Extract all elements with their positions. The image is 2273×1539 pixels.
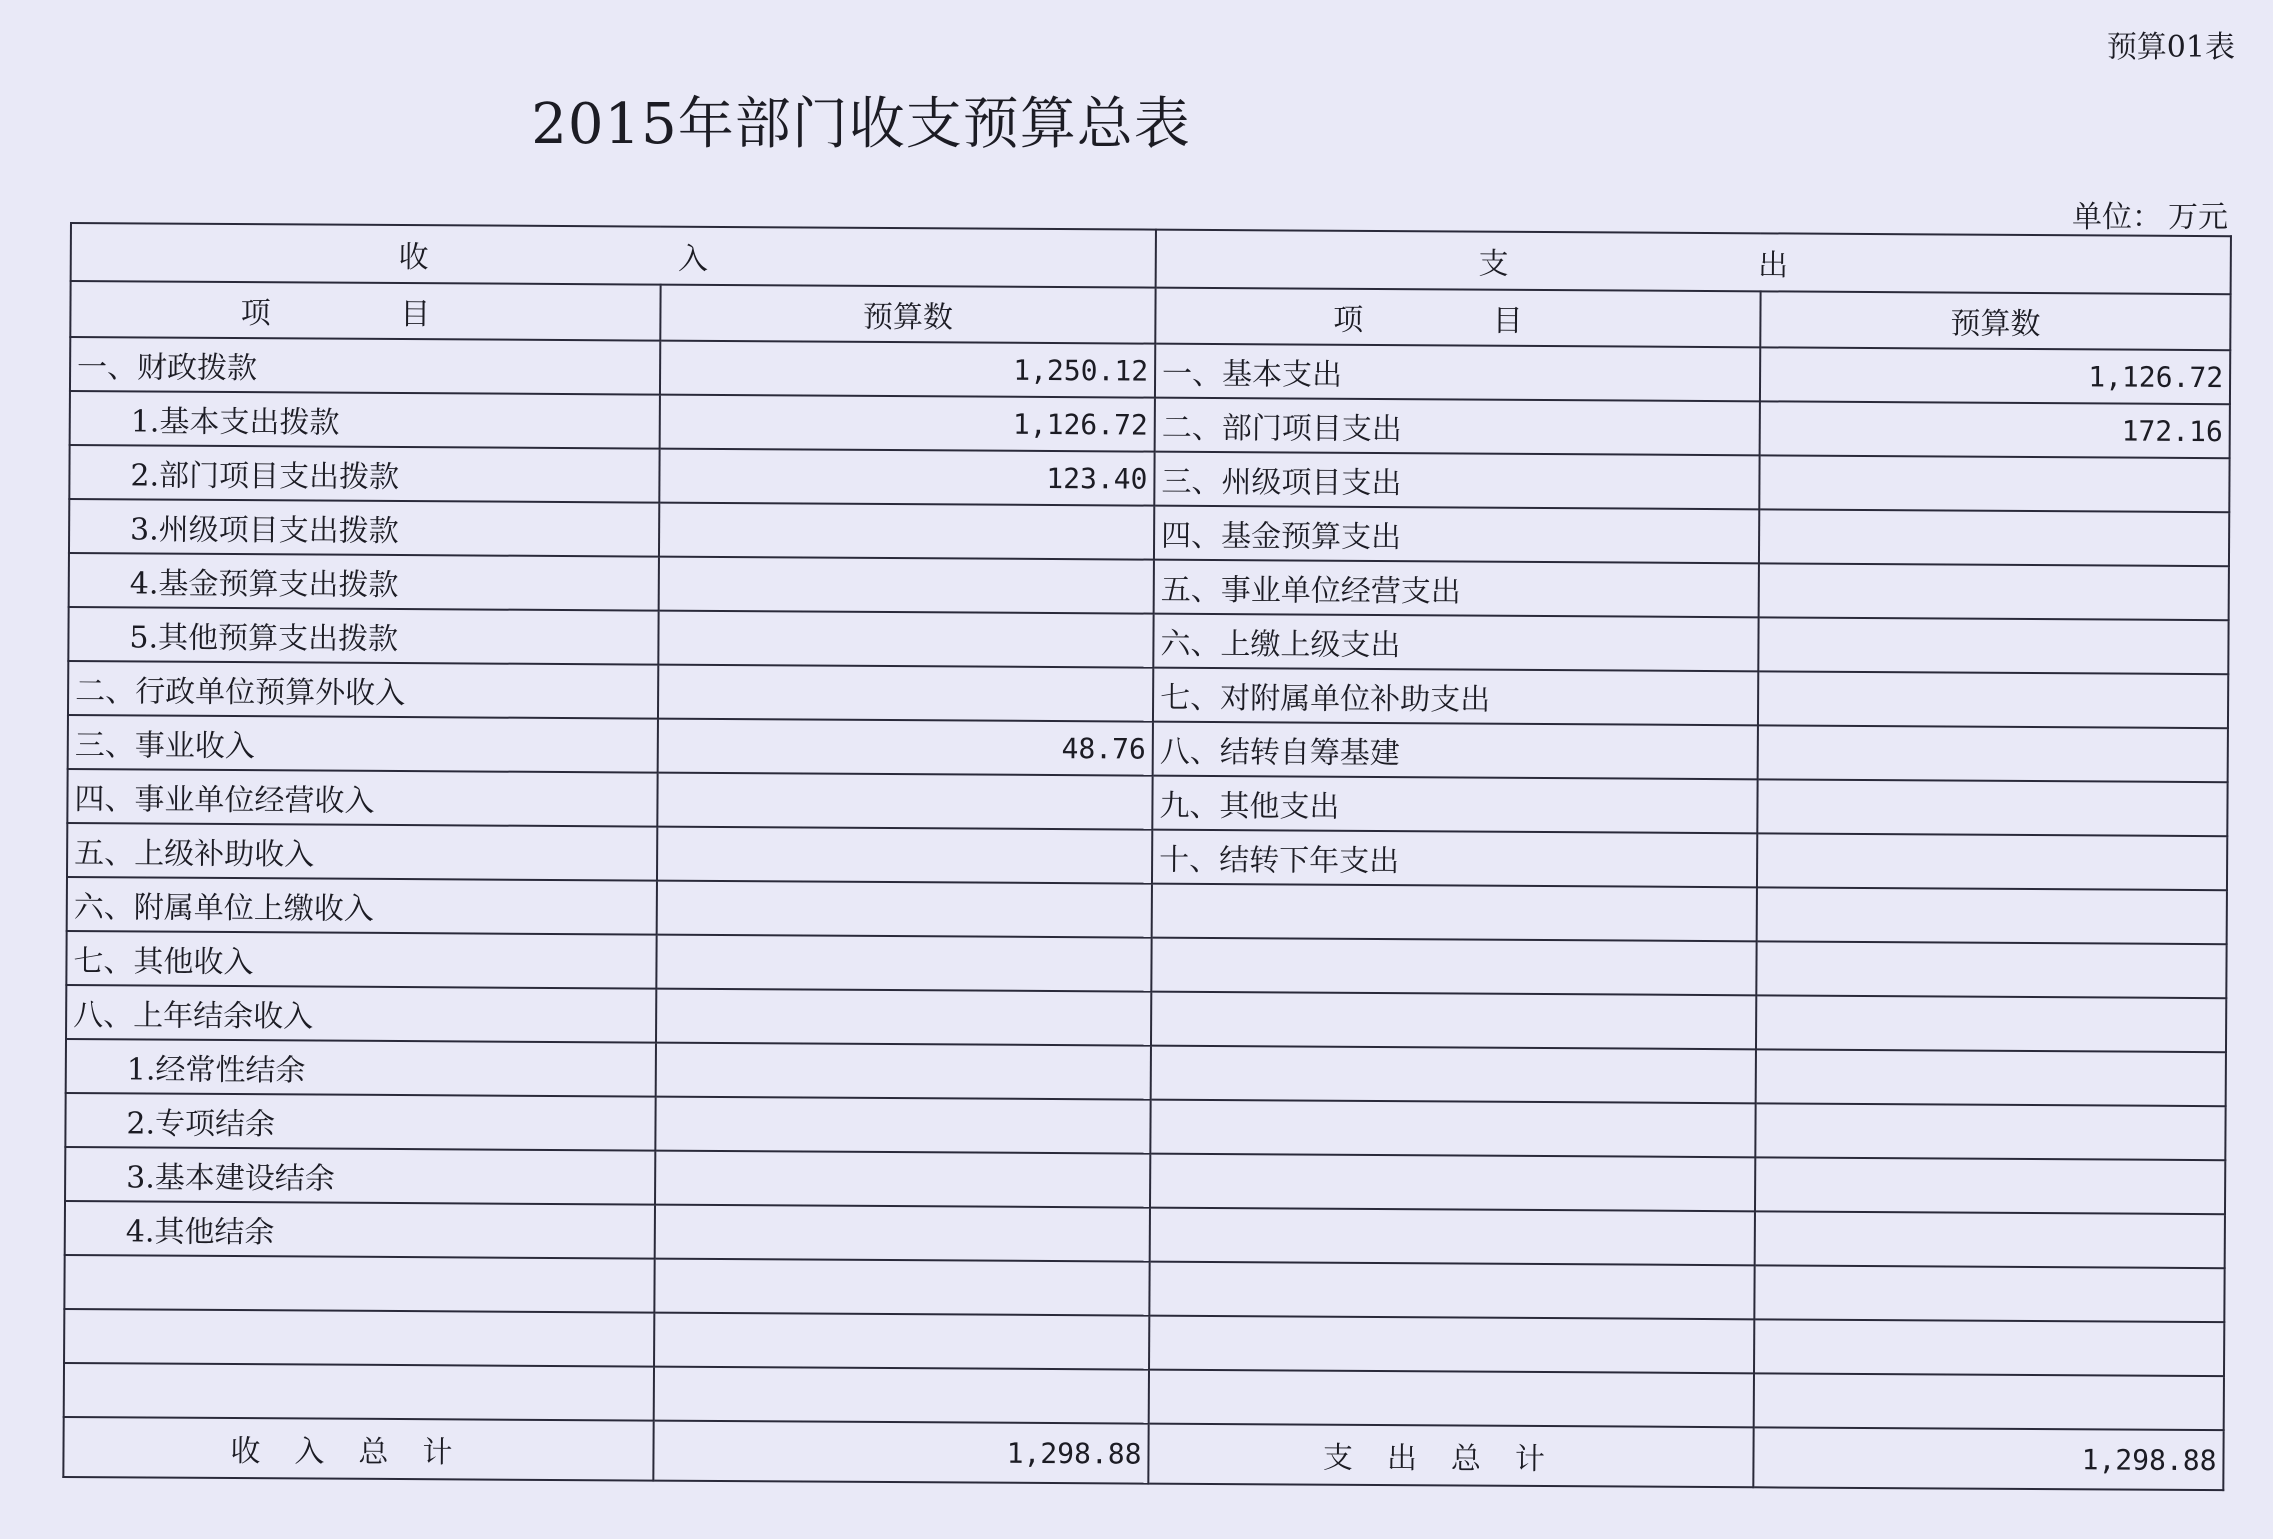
expense-amount-cell <box>1754 1373 2224 1430</box>
income-item-cell: 1.基本支出拨款 <box>70 391 660 449</box>
income-item-cell <box>64 1255 654 1313</box>
expense-item-cell: 一、基本支出 <box>1155 344 1760 402</box>
income-amount-cell <box>656 989 1151 1046</box>
income-amount-cell: 48.76 <box>658 719 1153 776</box>
expense-amount-cell <box>1754 1265 2224 1322</box>
income-item-cell: 5.其他预算支出拨款 <box>68 607 658 665</box>
expense-item-cell <box>1150 1208 1755 1266</box>
income-item-cell: 五、上级补助收入 <box>67 823 657 881</box>
income-section-header: 收 入 <box>71 223 1156 288</box>
income-amount-cell: 123.40 <box>659 449 1154 506</box>
income-item-cell: 3.州级项目支出拨款 <box>69 499 659 557</box>
expense-amount-cell <box>1759 563 2229 620</box>
income-amount-cell <box>658 665 1153 722</box>
expense-item-cell: 二、部门项目支出 <box>1155 398 1760 456</box>
income-total-amount: 1,298.88 <box>653 1421 1148 1484</box>
income-item-cell: 2.部门项目支出拨款 <box>69 445 659 503</box>
income-item-cell: 三、事业收入 <box>68 715 658 773</box>
income-item-cell: 四、事业单位经营收入 <box>67 769 657 827</box>
expense-total-amount: 1,298.88 <box>1753 1427 2223 1490</box>
income-item-cell: 六、附属单位上缴收入 <box>67 877 657 935</box>
unit-value: 万元 <box>2168 200 2228 235</box>
expense-item-cell <box>1151 992 1756 1050</box>
income-amount-cell <box>657 773 1152 830</box>
income-item-cell: 2.专项结余 <box>65 1093 655 1151</box>
expense-item-cell <box>1150 1154 1755 1212</box>
expense-amount-cell <box>1755 1157 2225 1214</box>
expense-amount-cell <box>1758 725 2228 782</box>
expense-amount-cell <box>1756 941 2226 998</box>
expense-item-cell: 八、结转自筹基建 <box>1153 722 1758 780</box>
expense-amount-header: 预算数 <box>1760 291 2230 350</box>
income-item-cell: 八、上年结余收入 <box>66 985 656 1043</box>
expense-item-cell: 四、基金预算支出 <box>1154 506 1759 564</box>
income-item-cell: 4.基金预算支出拨款 <box>69 553 659 611</box>
expense-item-cell <box>1150 1100 1755 1158</box>
expense-item-cell: 十、结转下年支出 <box>1152 830 1757 888</box>
expense-total-label: 支出总计 <box>1148 1424 1753 1488</box>
income-item-cell <box>64 1363 654 1421</box>
income-item-cell: 4.其他结余 <box>65 1201 655 1259</box>
income-item-cell: 一、财政拨款 <box>70 337 660 395</box>
form-code: 预算01表 <box>2106 30 2235 65</box>
total-row <box>63 1417 2223 1490</box>
income-amount-header: 预算数 <box>660 285 1155 344</box>
income-item-cell: 七、其他收入 <box>66 931 656 989</box>
income-amount-cell <box>656 935 1151 992</box>
income-amount-cell <box>655 1205 1150 1262</box>
expense-amount-cell <box>1756 995 2226 1052</box>
income-item-header: 项 目 <box>70 281 660 341</box>
expense-item-cell <box>1149 1370 1754 1428</box>
expense-amount-cell <box>1756 1049 2226 1106</box>
unit-label: 单位： <box>2072 200 2162 235</box>
expense-amount-cell <box>1758 671 2228 728</box>
income-amount-cell <box>658 611 1153 668</box>
expense-item-cell <box>1149 1316 1754 1374</box>
income-amount-cell <box>654 1259 1149 1316</box>
expense-section-header: 支 出 <box>1156 230 2231 295</box>
expense-amount-cell <box>1759 509 2229 566</box>
income-total-label: 收入总计 <box>63 1417 653 1481</box>
income-amount-cell: 1,126.72 <box>660 395 1155 452</box>
expense-amount-cell <box>1755 1103 2225 1160</box>
budget-table <box>62 222 2232 1491</box>
income-amount-cell <box>654 1367 1149 1424</box>
income-amount-cell <box>657 827 1152 884</box>
income-amount-cell <box>655 1151 1150 1208</box>
expense-amount-cell <box>1754 1319 2224 1376</box>
expense-item-cell: 五、事业单位经营支出 <box>1154 560 1759 618</box>
income-amount-cell: 1,250.12 <box>660 341 1155 398</box>
expense-amount-cell <box>1757 833 2227 890</box>
income-amount-cell <box>656 1043 1151 1100</box>
expense-amount-cell: 172.16 <box>1760 401 2230 458</box>
income-item-cell: 二、行政单位预算外收入 <box>68 661 658 719</box>
income-item-cell <box>64 1309 654 1367</box>
income-item-cell: 1.经常性结余 <box>66 1039 656 1097</box>
expense-amount-cell: 1,126.72 <box>1760 347 2230 404</box>
income-amount-cell <box>657 881 1152 938</box>
expense-item-header: 项 目 <box>1155 288 1760 348</box>
expense-item-cell <box>1151 938 1756 996</box>
expense-item-cell: 三、州级项目支出 <box>1154 452 1759 510</box>
expense-item-cell <box>1152 884 1757 942</box>
expense-item-cell: 七、对附属单位补助支出 <box>1153 668 1758 726</box>
expense-amount-cell <box>1755 1211 2225 1268</box>
income-amount-cell <box>659 503 1154 560</box>
income-amount-cell <box>654 1313 1149 1370</box>
expense-item-cell <box>1149 1262 1754 1320</box>
page-title: 2015年部门收支预算总表 <box>531 92 1191 157</box>
income-amount-cell <box>655 1097 1150 1154</box>
expense-amount-cell <box>1759 455 2229 512</box>
unit-note <box>2072 192 2228 236</box>
expense-item-cell: 九、其他支出 <box>1152 776 1757 834</box>
income-item-cell: 3.基本建设结余 <box>65 1147 655 1205</box>
expense-amount-cell <box>1757 779 2227 836</box>
expense-amount-cell <box>1757 887 2227 944</box>
expense-amount-cell <box>1758 617 2228 674</box>
income-amount-cell <box>659 557 1154 614</box>
expense-item-cell: 六、上缴上级支出 <box>1153 614 1758 672</box>
expense-item-cell <box>1151 1046 1756 1104</box>
